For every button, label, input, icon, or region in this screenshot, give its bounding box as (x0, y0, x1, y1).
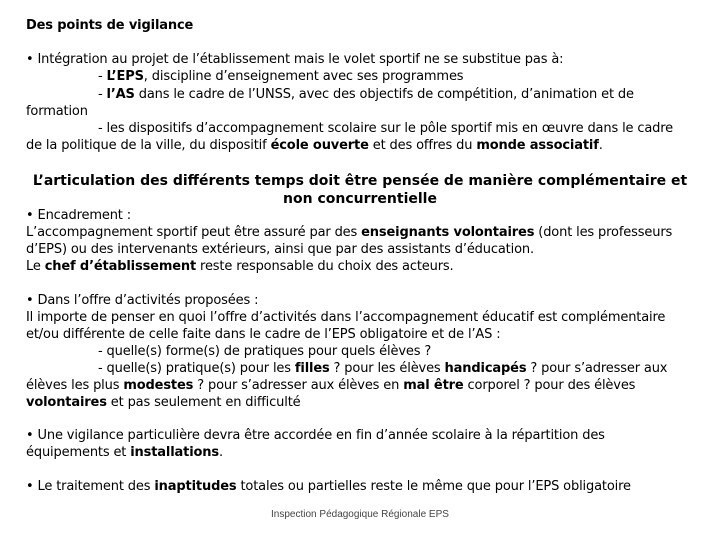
encadrement-text-3: Le chef d’établissement reste responsable du choix des acteurs. (26, 259, 454, 274)
pratiques-item-continued-1: élèves les plus modestes ? pour s’adresser aux élèves en mal être corporel ? pour des élèves (26, 378, 636, 393)
section-heading (10, 172, 710, 208)
encadrement-text-1: L’accompagnement sportif peut être assuré par des enseignants volontaires (dont les professeurs (26, 225, 673, 240)
offre-text-2: et/ou différente de celle faite dans le cadre de l’EPS obligatoire et de l’AS : (26, 327, 501, 342)
vigilance-text: équipements et installations. (26, 445, 223, 460)
offre-bullet: • Dans l’offre d’activités proposées : (26, 293, 259, 308)
section-heading-line-1: L’articulation des différents temps doit être pensée de manière complémentaire et (32, 173, 688, 189)
footer: Inspection Pédagogique Régionale EPS (271, 509, 449, 520)
dispositifs-item: - les dispositifs d’accompagnement scolaire sur le pôle sportif mis en œuvre dans le cadre (98, 121, 674, 136)
as-item-continued: formation (26, 104, 88, 119)
page-title: Des points de vigilance (26, 18, 194, 33)
integration-bullet: • Intégration au projet de l’établissement mais le volet sportif ne se substitue pas à: (26, 52, 564, 67)
formes-item: - quelle(s) forme(s) de pratiques pour quels élèves ? (98, 344, 432, 359)
pratiques-item-continued-2: volontaires et pas seulement en difficulté (26, 395, 301, 410)
eps-item: - L’EPS, discipline d’enseignement avec ses programmes (98, 69, 464, 84)
inaptitudes-bullet: • Le traitement des inaptitudes totales ou partielles reste le même que pour l’EPS obligatoire (26, 479, 631, 494)
dispositifs-item-continued: de la politique de la ville, du dispositif école ouverte et des offres du monde associatif. (26, 138, 603, 153)
encadrement-text-2: d’EPS) ou des intervenants extérieurs, ainsi que par des assistants d’éducation. (26, 242, 534, 257)
offre-text-1: Il importe de penser en quoi l’offre d’activités dans l’accompagnement éducatif est complémentaire (26, 310, 666, 325)
as-item: - l’AS dans le cadre de l’UNSS, avec des objectifs de compétition, d’animation et de (98, 87, 634, 102)
vigilance-bullet: • Une vigilance particulière devra être accordée en fin d’année scolaire à la répartition des (26, 428, 605, 443)
pratiques-item: - quelle(s) pratique(s) pour les filles ? pour les élèves handicapés ? pour s’adresser aux (98, 361, 668, 376)
section-heading-line-2: non concurrentielle (283, 191, 437, 207)
encadrement-bullet: • Encadrement : (26, 208, 131, 223)
